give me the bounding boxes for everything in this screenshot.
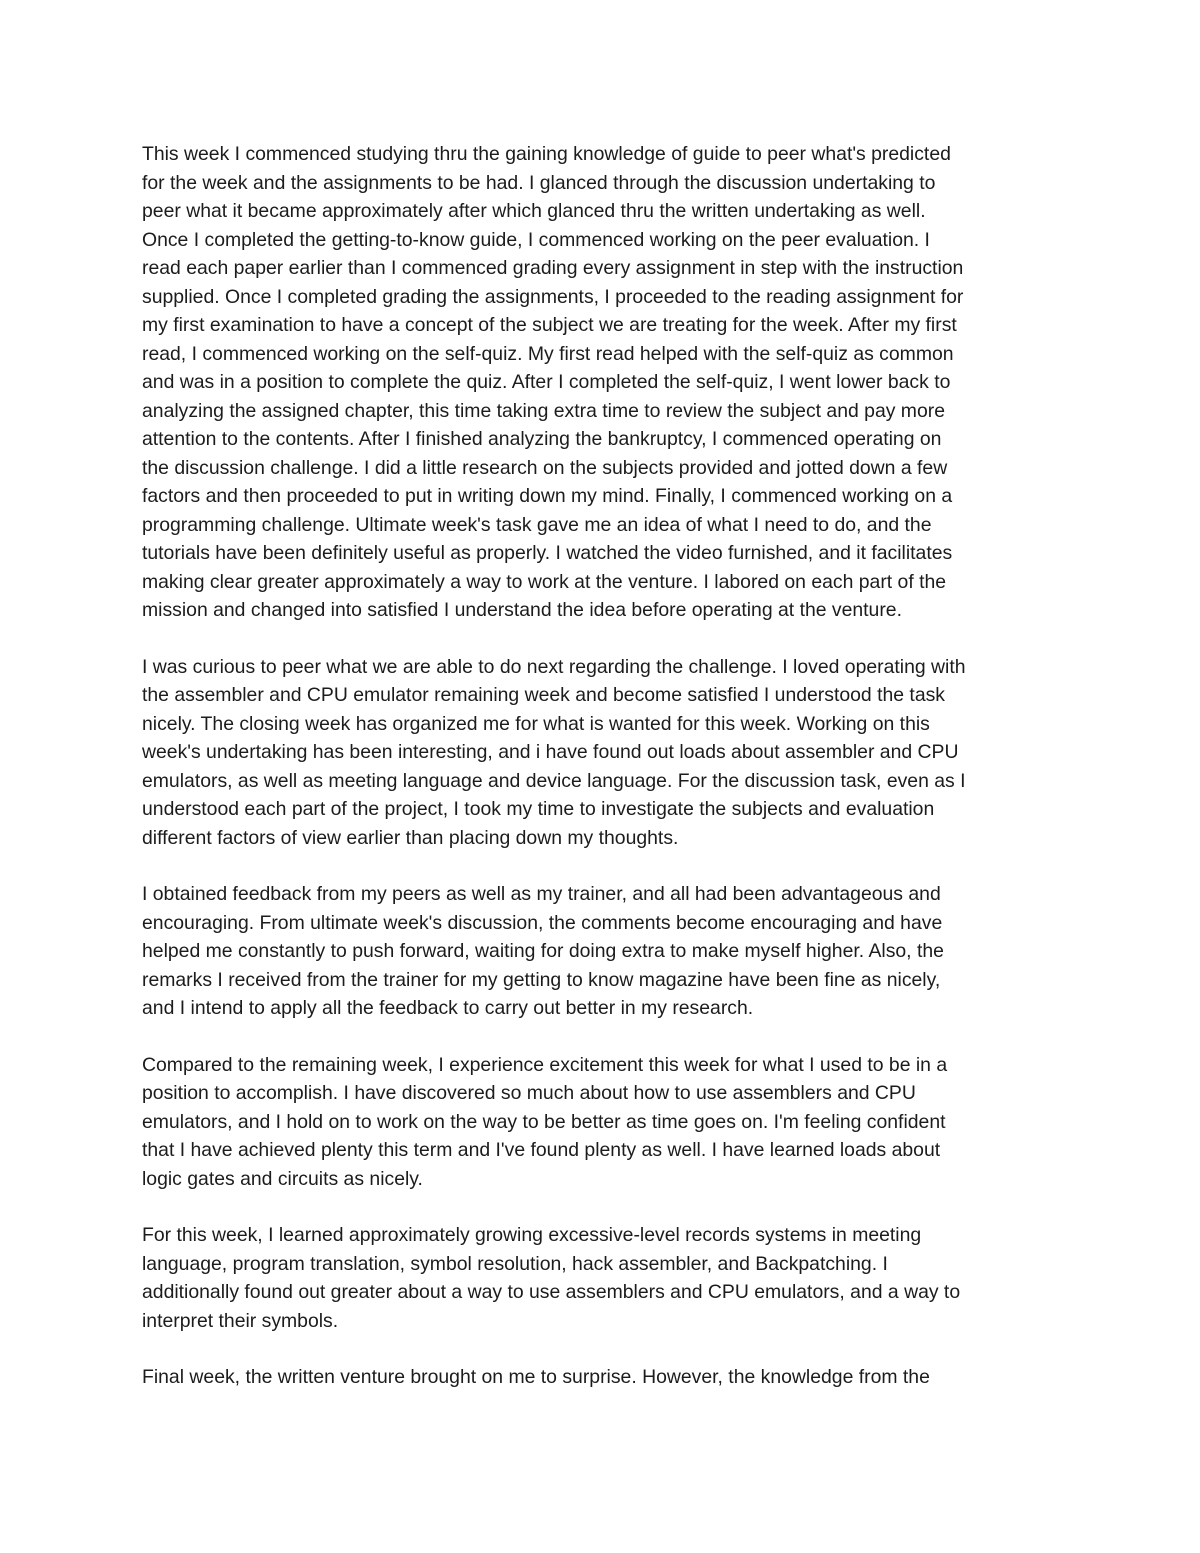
paragraph-line: emulators, and I hold on to work on the way to be better as time goes on. I'm feeling confident [142, 1110, 946, 1133]
paragraph-line: mission and changed into satisfied I understand the idea before operating at the venture. [142, 599, 902, 621]
paragraph-line: nicely. The closing week has organized me for what is wanted for this week. Working on this [142, 712, 930, 735]
paragraph [142, 1363, 1062, 1392]
document-body [142, 140, 1062, 1420]
paragraph-line: position to accomplish. I have discovered so much about how to use assemblers and CPU [142, 1082, 916, 1104]
paragraph-line: and was in a position to complete the quiz. After I completed the self-quiz, I went lower back to [142, 371, 951, 393]
paragraph-line: programming challenge. Ultimate week's task gave me an idea of what I need to do, and the [142, 513, 932, 536]
paragraph [142, 880, 1062, 1023]
paragraph-line: attention to the contents. After I finished analyzing the bankruptcy, I commenced operating on [142, 428, 942, 450]
paragraph-line: read each paper earlier than I commenced grading every assignment in step with the instruction [142, 257, 964, 279]
paragraph-line: my first examination to have a concept of the subject we are treating for the week. After my first [142, 314, 957, 336]
paragraph [142, 653, 1062, 853]
paragraph-line: peer what it became approximately after which glanced thru the written undertaking as well. [142, 200, 926, 222]
paragraph-line: factors and then proceeded to put in writing down my mind. Finally, I commenced working on a [142, 485, 953, 507]
paragraph-line: For this week, I learned approximately growing excessive-level records systems in meeting [142, 1224, 922, 1246]
paragraph [142, 140, 1062, 625]
paragraph-line: week's undertaking has been interesting, and i have found out loads about assembler and CPU [142, 741, 959, 763]
paragraph-line: encouraging. From ultimate week's discussion, the comments become encouraging and have [142, 911, 943, 934]
paragraph-line: understood each part of the project, I took my time to investigate the subjects and evaluation [142, 798, 935, 820]
paragraph-line: making clear greater approximately a way to work at the venture. I labored on each part of the [142, 570, 947, 593]
paragraph-line: I obtained feedback from my peers as well as my trainer, and all had been advantageous and [142, 883, 941, 905]
paragraph-line: Once I completed the getting-to-know guide, I commenced working on the peer evaluation. I [142, 228, 930, 251]
paragraph-line: the assembler and CPU emulator remaining week and become satisfied I understood the task [142, 684, 945, 706]
paragraph-line: language, program translation, symbol resolution, hack assembler, and Backpatching. I [142, 1252, 888, 1275]
paragraph-line: that I have achieved plenty this term and I've found plenty as well. I have learned loads about [142, 1139, 941, 1161]
paragraph-line: remarks I received from the trainer for my getting to know magazine have been fine as nicely, [142, 968, 941, 991]
paragraph-line: emulators, as well as meeting language and device language. For the discussion task, even as I [142, 769, 966, 792]
paragraph-line: and I intend to apply all the feedback to carry out better in my research. [142, 997, 754, 1019]
paragraph-line: I was curious to peer what we are able to do next regarding the challenge. I loved operating with [142, 655, 966, 678]
paragraph-line: tutorials have been definitely useful as properly. I watched the video furnished, and it facilitates [142, 542, 953, 564]
paragraph-line: Compared to the remaining week, I experience excitement this week for what I used to be in a [142, 1053, 948, 1076]
paragraph-line: Final week, the written venture brought on me to surprise. However, the knowledge from the [142, 1366, 930, 1388]
paragraph-line: analyzing the assigned chapter, this time taking extra time to review the subject and pay more [142, 399, 945, 422]
paragraph-line: read, I commenced working on the self-quiz. My first read helped with the self-quiz as common [142, 342, 954, 365]
paragraph-line: different factors of view earlier than placing down my thoughts. [142, 826, 679, 849]
paragraph-line: additionally found out greater about a way to use assemblers and CPU emulators, and a way to [142, 1281, 961, 1303]
paragraph-line: for the week and the assignments to be had. I glanced through the discussion undertaking to [142, 171, 936, 194]
paragraph-line: helped me constantly to push forward, waiting for doing extra to make myself higher. Also, the [142, 940, 944, 962]
paragraph-line: interpret their symbols. [142, 1309, 339, 1332]
paragraph [142, 1221, 1062, 1335]
paragraph-line: This week I commenced studying thru the gaining knowledge of guide to peer what's predicted [142, 143, 951, 165]
paragraph-line: supplied. Once I completed grading the assignments, I proceeded to the reading assignment for [142, 285, 964, 308]
paragraph-line: logic gates and circuits as nicely. [142, 1167, 423, 1190]
paragraph-line: the discussion challenge. I did a little research on the subjects provided and jotted down a few [142, 456, 948, 479]
paragraph [142, 1051, 1062, 1194]
